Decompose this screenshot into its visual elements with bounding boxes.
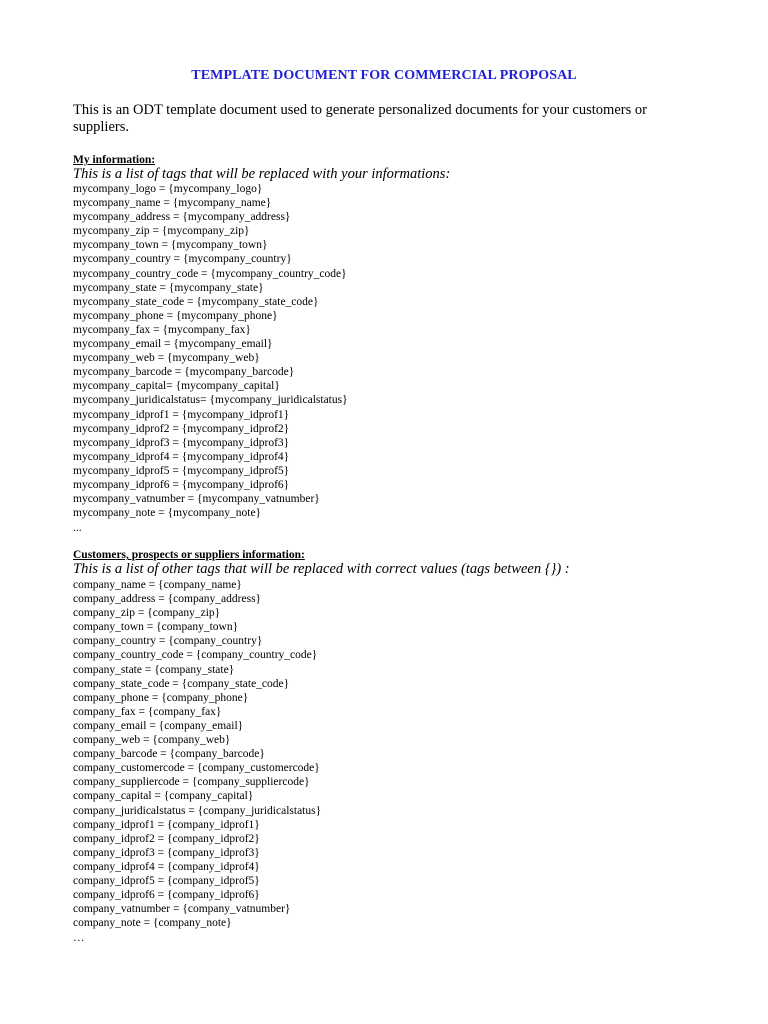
my-information-tag-line: mycompany_web = {mycompany_web}: [73, 352, 260, 365]
customers-information-tag-line: company_capital = {company_capital}: [73, 790, 254, 803]
customers-information-subtitle: This is a list of other tags that will be replaced with correct values (tags between {}) :: [73, 561, 570, 577]
customers-information-tag-list: [73, 578, 321, 930]
my-information-tag-line: mycompany_state = {mycompany_state}: [73, 281, 264, 294]
my-information-tag-line: mycompany_idprof4 = {mycompany_idprof4}: [73, 450, 290, 463]
my-information-tag-line: mycompany_juridicalstatus= {mycompany_juridicalstatus}: [73, 394, 348, 407]
my-information-tag-line: mycompany_email = {mycompany_email}: [73, 338, 273, 351]
customers-information-tag-line: company_barcode = {company_barcode}: [73, 748, 265, 761]
my-information-tag-line: mycompany_address = {mycompany_address}: [73, 211, 291, 224]
customers-information-tag-line: company_idprof3 = {company_idprof3}: [73, 846, 260, 859]
my-information-tag-line: mycompany_vatnumber = {mycompany_vatnumber}: [73, 493, 320, 506]
customers-information-tag-line: company_country_code = {company_country_code}: [73, 649, 318, 662]
customers-information-heading: Customers, prospects or suppliers information:: [73, 549, 305, 561]
customers-information-tag-line: company_address = {company_address}: [73, 593, 262, 606]
customers-information-tag-line: company_web = {company_web}: [73, 734, 231, 747]
my-information-heading: My information:: [73, 154, 156, 166]
customers-information-tag-line: company_vatnumber = {company_vatnumber}: [73, 903, 291, 916]
my-information-tag-line: mycompany_name = {mycompany_name}: [73, 197, 272, 210]
my-information-tag-line: mycompany_town = {mycompany_town}: [73, 239, 268, 252]
customers-information-ellipsis: …: [73, 932, 85, 944]
my-information-tag-line: mycompany_logo = {mycompany_logo}: [73, 183, 263, 195]
my-information-tag-line: mycompany_idprof2 = {mycompany_idprof2}: [73, 422, 290, 435]
customers-information-tag-line: company_idprof5 = {company_idprof5}: [73, 874, 260, 887]
customers-information-tag-line: company_phone = {company_phone}: [73, 691, 249, 704]
my-information-tag-line: mycompany_note = {mycompany_note}: [73, 507, 262, 520]
my-information-tag-line: mycompany_fax = {mycompany_fax}: [73, 323, 251, 336]
customers-information-tag-line: company_idprof4 = {company_idprof4}: [73, 860, 260, 873]
my-information-tag-line: mycompany_state_code = {mycompany_state_code}: [73, 295, 319, 308]
customers-information-tag-line: company_email = {company_email}: [73, 719, 244, 732]
my-information-tag-line: mycompany_idprof3 = {mycompany_idprof3}: [73, 436, 290, 449]
my-information-tag-line: mycompany_barcode = {mycompany_barcode}: [73, 366, 295, 379]
my-information-tag-line: mycompany_country = {mycompany_country}: [73, 253, 292, 266]
customers-information-tag-line: company_idprof1 = {company_idprof1}: [73, 818, 260, 831]
customers-information-tag-line: company_customercode = {company_customercode}: [73, 762, 320, 775]
customers-information-tag-line: company_suppliercode = {company_suppliercode}: [73, 776, 310, 789]
my-information-tag-line: mycompany_zip = {mycompany_zip}: [73, 225, 250, 238]
my-information-tag-line: mycompany_idprof5 = {mycompany_idprof5}: [73, 464, 290, 477]
my-information-ellipsis: ...: [73, 522, 82, 534]
customers-information-tag-line: company_fax = {company_fax}: [73, 705, 222, 718]
intro-paragraph: This is an ODT template document used to generate personalized documents for your customers or suppliers.: [73, 102, 647, 135]
customers-information-tag-line: company_state_code = {company_state_code}: [73, 677, 290, 690]
my-information-tag-line: mycompany_country_code = {mycompany_country_code}: [73, 267, 347, 280]
customers-information-tag-line: company_juridicalstatus = {company_juridicalstatus}: [73, 804, 322, 817]
customers-information-tag-line: company_idprof6 = {company_idprof6}: [73, 889, 260, 902]
my-information-subtitle: This is a list of tags that will be replaced with your informations:: [73, 166, 451, 182]
my-information-tag-line: mycompany_idprof1 = {mycompany_idprof1}: [73, 408, 290, 421]
customers-information-tag-line: company_name = {company_name}: [73, 579, 242, 591]
my-information-tag-line: mycompany_capital= {mycompany_capital}: [73, 380, 280, 393]
customers-information-tag-line: company_state = {company_state}: [73, 663, 235, 676]
customers-information-tag-line: company_idprof2 = {company_idprof2}: [73, 832, 260, 845]
customers-information-tag-line: company_zip = {company_zip}: [73, 607, 221, 620]
customers-information-tag-line: company_note = {company_note}: [73, 917, 232, 930]
customers-information-tag-line: company_country = {company_country}: [73, 635, 263, 648]
my-information-tag-line: mycompany_idprof6 = {mycompany_idprof6}: [73, 478, 290, 491]
my-information-tag-line: mycompany_phone = {mycompany_phone}: [73, 309, 278, 322]
customers-information-tag-line: company_town = {company_town}: [73, 621, 239, 634]
my-information-tag-list: [73, 182, 348, 520]
document-title: TEMPLATE DOCUMENT FOR COMMERCIAL PROPOSAL: [191, 68, 577, 83]
